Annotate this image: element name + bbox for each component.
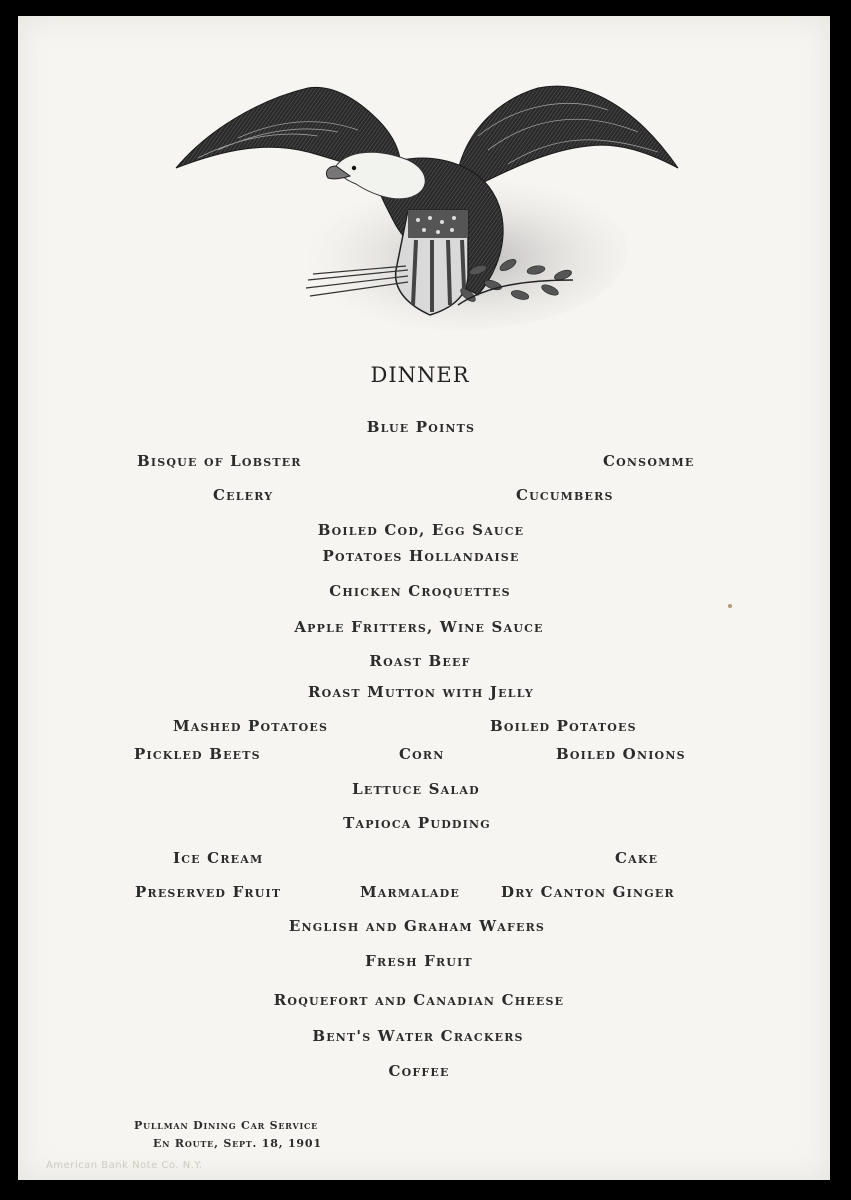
menu-item-lettuce-salad: Lettuce Salad — [352, 780, 480, 798]
footer-date: En Route, Sept. 18, 1901 — [153, 1137, 322, 1150]
menu-item-tapioca-pudding: Tapioca Pudding — [343, 814, 491, 832]
menu-item-pickled-beets: Pickled Beets — [134, 745, 261, 763]
menu-item-chicken-croquettes: Chicken Croquettes — [329, 582, 511, 600]
menu-item-cake: Cake — [615, 849, 659, 867]
menu-item-consomme: Consomme — [603, 452, 695, 470]
menu-item-fresh-fruit: Fresh Fruit — [365, 952, 473, 970]
eagle-engraving — [168, 80, 688, 330]
printer-imprint: American Bank Note Co. N.Y. — [46, 1160, 203, 1171]
menu-item-boiled-cod: Boiled Cod, Egg Sauce — [317, 521, 525, 539]
menu-title: DINNER — [370, 363, 470, 387]
menu-card — [18, 16, 830, 1180]
menu-item-coffee: Coffee — [388, 1062, 450, 1080]
menu-item-roast-mutton: Roast Mutton with Jelly — [308, 683, 534, 701]
menu-item-crackers: Bent's Water Crackers — [312, 1027, 524, 1045]
menu-item-preserved-fruit: Preserved Fruit — [135, 883, 282, 901]
menu-item-potatoes-hollandaise: Potatoes Hollandaise — [322, 547, 520, 565]
menu-item-apple-fritters: Apple Fritters, Wine Sauce — [294, 618, 544, 636]
menu-item-blue-points: Blue Points — [366, 418, 476, 436]
paper-speck — [728, 604, 732, 608]
menu-item-boiled-potatoes: Boiled Potatoes — [490, 717, 637, 735]
menu-item-corn: Corn — [399, 745, 445, 763]
menu-item-mashed-potatoes: Mashed Potatoes — [173, 717, 329, 735]
menu-item-wafers: English and Graham Wafers — [288, 917, 546, 935]
menu-item-canton-ginger: Dry Canton Ginger — [501, 883, 675, 901]
menu-item-cheese: Roquefort and Canadian Cheese — [273, 991, 565, 1009]
menu-item-boiled-onions: Boiled Onions — [556, 745, 686, 763]
footer-service: Pullman Dining Car Service — [134, 1119, 319, 1132]
menu-item-ice-cream: Ice Cream — [173, 849, 264, 867]
menu-item-bisque: Bisque of Lobster — [137, 452, 302, 470]
menu-item-celery: Celery — [213, 486, 274, 504]
menu-item-cucumbers: Cucumbers — [516, 486, 614, 504]
menu-item-roast-beef: Roast Beef — [369, 652, 471, 670]
menu-item-marmalade: Marmalade — [360, 883, 460, 901]
